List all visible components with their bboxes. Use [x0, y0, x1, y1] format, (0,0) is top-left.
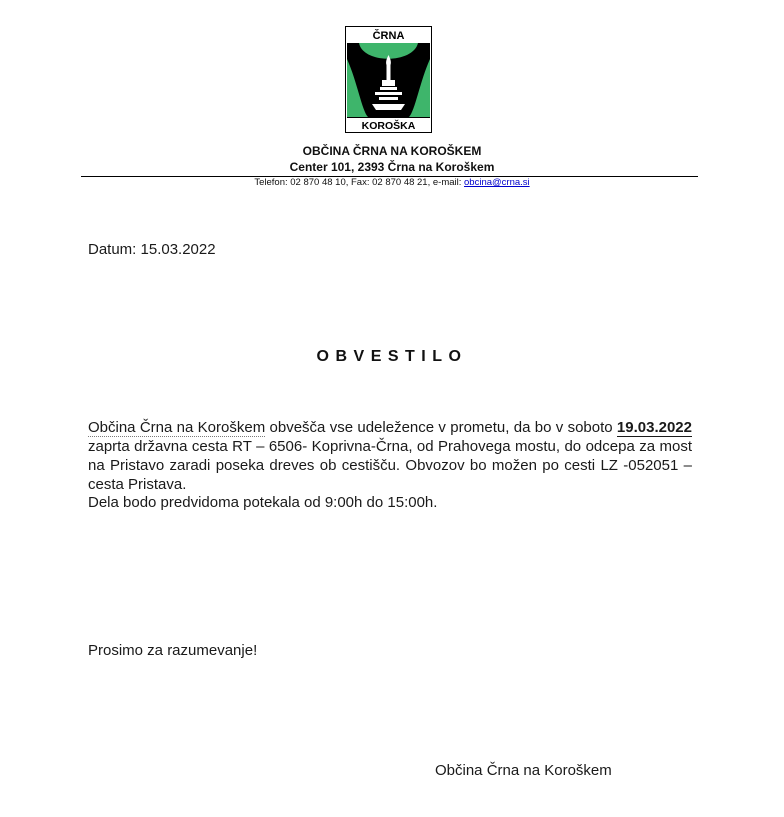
municipality-crest: [345, 26, 432, 133]
crest-top-text: ČRNA: [372, 30, 405, 42]
contact-line: [0, 177, 784, 188]
body-text-1: obvešča vse udeležence v prometu, da bo v soboto: [265, 419, 617, 436]
email-link[interactable]: obcina@crna.si: [464, 177, 530, 188]
org-name: OBČINA ČRNA NA KOROŠKEM: [302, 144, 482, 158]
signature: Občina Črna na Koroškem: [435, 762, 612, 779]
work-hours-line: Dela bodo predvidoma potekala od 9:00h do 15:00h.: [88, 494, 438, 511]
crest-bottom-text: KOROŠKA: [361, 120, 416, 132]
document-title: OBVESTILO: [316, 348, 468, 365]
notice-body: [88, 418, 692, 494]
body-org-mention: Občina Črna na Koroškem: [88, 419, 266, 436]
closure-date: 19.03.2022: [616, 419, 692, 436]
contact-phone-fax: Telefon: 02 870 48 10, Fax: 02 870 48 21, e-mail:: [254, 177, 465, 188]
closing-line: Prosimo za razumevanje!: [88, 642, 258, 659]
document-date: Datum: 15.03.2022: [88, 241, 216, 258]
body-text-2: zaprta državna cesta RT – 6506- Koprivna-Črna, od Prahovega mostu, do odcepa za most na Pristavo zaradi poseka dreves ob cestišču. Obvozov bo možen po cesti LZ -052051 –cesta Pristava.: [88, 438, 692, 493]
org-address: Center 101, 2393 Črna na Koroškem: [289, 160, 495, 174]
